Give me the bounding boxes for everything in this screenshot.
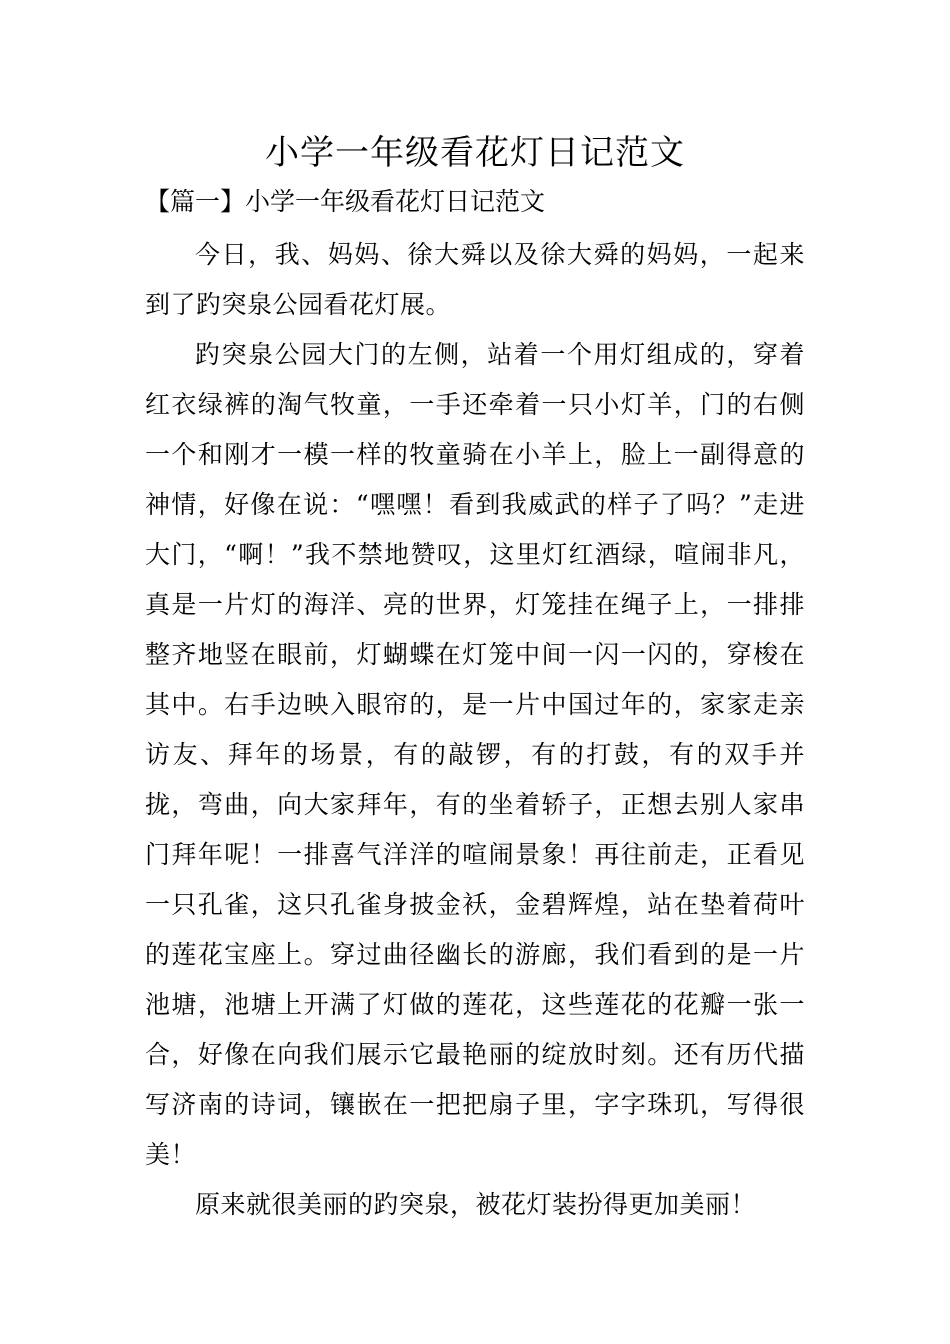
- paragraph-main: 趵突泉公园大门的左侧，站着一个用灯组成的，穿着红衣绿裤的淘气牧童，一手还牵着一只小灯羊，门的右侧一个和刚才一模一样的牧童骑在小羊上，脸上一副得意的神情，好像在说：“嘿嘿！看到我威武的样子了吗？”走进大门，“啊！”我不禁地赞叹，这里灯红酒绿，喧闹非凡，真是一片灯的海洋、亮的世界，灯笼挂在绳子上，一排排整齐地竖在眼前，灯蝴蝶在灯笼中间一闪一闪的，穿梭在其中。右手边映入眼帘的，是一片中国过年的，家家走亲访友、拜年的场景，有的敲锣，有的打鼓，有的双手并拢，弯曲，向大家拜年，有的坐着轿子，正想去别人家串门拜年呢！一排喜气洋洋的喧闹景象！再往前走，正看见一只孔雀，这只孔雀身披金袄，金碧辉煌，站在垫着荷叶的莲花宝座上。穿过曲径幽长的游廊，我们看到的是一片池塘，池塘上开满了灯做的莲花，这些莲花的花瓣一张一合，好像在向我们展示它最艳丽的绽放时刻。还有历代描写济南的诗词，镶嵌在一把把扇子里，字字珠玑，写得很美！: [145, 340, 805, 1169]
- paragraph-conclusion: 原来就很美丽的趵突泉，被花灯装扮得更加美丽！: [195, 1190, 757, 1219]
- paragraph-intro: 今日，我、妈妈、徐大舜以及徐大舜的妈妈，一起来到了趵突泉公园看花灯展。: [145, 240, 805, 319]
- section-heading: 【篇一】小学一年级看花灯日记范文: [145, 187, 546, 216]
- document-title: 小学一年级看花灯日记范文: [265, 133, 685, 173]
